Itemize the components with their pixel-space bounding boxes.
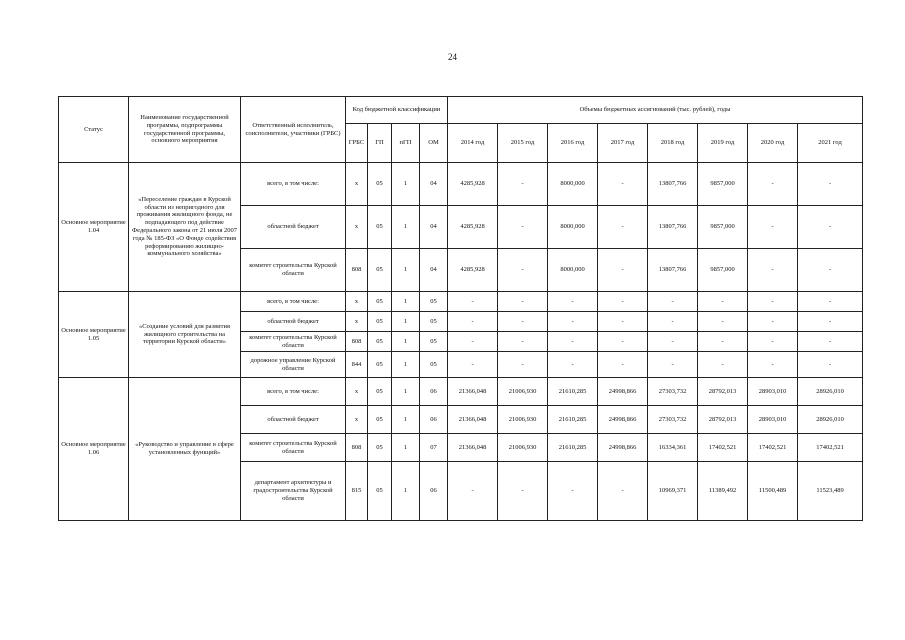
om-cell: 07 — [420, 434, 448, 462]
amount-cell: 27303,732 — [648, 406, 698, 434]
page-number: 24 — [448, 52, 457, 62]
amount-cell: - — [648, 292, 698, 312]
amount-cell: 28792,013 — [698, 406, 748, 434]
amount-cell: 27303,732 — [648, 378, 698, 406]
gp-cell: 05 — [368, 462, 392, 521]
executor-cell: всего, в том числе: — [241, 292, 346, 312]
grbs-cell: 808 — [346, 332, 368, 352]
amount-cell: 11500,489 — [748, 462, 798, 521]
amount-cell: - — [548, 312, 598, 332]
amount-cell: - — [798, 206, 863, 249]
amount-cell: 13807,766 — [648, 249, 698, 292]
table-row — [59, 378, 863, 406]
gp-cell: 05 — [368, 163, 392, 206]
amount-cell: 21006,930 — [498, 406, 548, 434]
amount-cell: 21006,930 — [498, 434, 548, 462]
status-cell: Основное мероприятие 1.04 — [59, 163, 129, 292]
amount-cell: - — [598, 206, 648, 249]
header-executor: Ответственный исполнитель, соисполнители, участники (ГРБС) — [241, 97, 346, 163]
amount-cell: 21610,285 — [548, 434, 598, 462]
status-cell: Основное мероприятие 1.05 — [59, 292, 129, 378]
amount-cell: - — [448, 352, 498, 378]
grbs-cell: 808 — [346, 249, 368, 292]
amount-cell: - — [498, 163, 548, 206]
header-code: Код бюджетной классификации — [346, 97, 448, 124]
amount-cell: 8000,000 — [548, 206, 598, 249]
amount-cell: - — [648, 352, 698, 378]
grbs-cell: х — [346, 206, 368, 249]
amount-cell: - — [798, 352, 863, 378]
amount-cell: - — [598, 312, 648, 332]
amount-cell: 17402,521 — [748, 434, 798, 462]
header-year: 2017 год — [598, 124, 648, 163]
pgp-cell: 1 — [392, 332, 420, 352]
grbs-cell: 815 — [346, 462, 368, 521]
amount-cell: - — [448, 292, 498, 312]
om-cell: 06 — [420, 406, 448, 434]
executor-cell: областной бюджет — [241, 406, 346, 434]
measure-name-cell: «Руководство и управление в сфере установленных функций» — [129, 378, 241, 521]
pgp-cell: 1 — [392, 462, 420, 521]
budget-table — [58, 96, 863, 521]
executor-cell: комитет строительства Курской области — [241, 249, 346, 292]
gp-cell: 05 — [368, 249, 392, 292]
amount-cell: - — [798, 163, 863, 206]
amount-cell: - — [798, 332, 863, 352]
gp-cell: 05 — [368, 312, 392, 332]
executor-cell: областной бюджет — [241, 206, 346, 249]
pgp-cell: 1 — [392, 378, 420, 406]
om-cell: 05 — [420, 352, 448, 378]
amount-cell: 28903,010 — [748, 406, 798, 434]
header-year: 2018 год — [648, 124, 698, 163]
amount-cell: - — [498, 462, 548, 521]
grbs-cell: 808 — [346, 434, 368, 462]
amount-cell: - — [598, 352, 648, 378]
executor-cell: дорожное управление Курской области — [241, 352, 346, 378]
table-row — [59, 292, 863, 312]
amount-cell: 9857,000 — [698, 163, 748, 206]
executor-cell: областной бюджет — [241, 312, 346, 332]
amount-cell: - — [648, 312, 698, 332]
amount-cell: - — [548, 292, 598, 312]
amount-cell: 21366,048 — [448, 434, 498, 462]
executor-cell: департамент архитектуры и градостроительства Курской области — [241, 462, 346, 521]
amount-cell: 28926,010 — [798, 378, 863, 406]
pgp-cell: 1 — [392, 163, 420, 206]
amount-cell: 21366,048 — [448, 378, 498, 406]
om-cell: 05 — [420, 292, 448, 312]
pgp-cell: 1 — [392, 312, 420, 332]
amount-cell: - — [498, 249, 548, 292]
amount-cell: - — [448, 462, 498, 521]
amount-cell: - — [748, 352, 798, 378]
gp-cell: 05 — [368, 406, 392, 434]
pgp-cell: 1 — [392, 352, 420, 378]
amount-cell: - — [548, 352, 598, 378]
header-year: 2014 год — [448, 124, 498, 163]
amount-cell: 21366,048 — [448, 406, 498, 434]
amount-cell: 9857,000 — [698, 206, 748, 249]
grbs-cell: х — [346, 163, 368, 206]
header-name: Наименование государственной программы, подпрограммы государственной программы, основного мероприятия — [129, 97, 241, 163]
amount-cell: - — [598, 462, 648, 521]
amount-cell: 8000,000 — [548, 163, 598, 206]
om-cell: 06 — [420, 462, 448, 521]
executor-cell: всего, в том числе: — [241, 163, 346, 206]
amount-cell: - — [798, 249, 863, 292]
amount-cell: - — [598, 249, 648, 292]
gp-cell: 05 — [368, 292, 392, 312]
table-body — [59, 163, 863, 521]
gp-cell: 05 — [368, 352, 392, 378]
amount-cell: - — [698, 312, 748, 332]
amount-cell: - — [498, 312, 548, 332]
amount-cell: 13807,766 — [648, 163, 698, 206]
pgp-cell: 1 — [392, 249, 420, 292]
header-year: 2016 год — [548, 124, 598, 163]
om-cell: 05 — [420, 312, 448, 332]
header-year: 2021 год — [798, 124, 863, 163]
amount-cell: - — [698, 292, 748, 312]
amount-cell: - — [598, 163, 648, 206]
header-year: 2019 год — [698, 124, 748, 163]
amount-cell: - — [498, 332, 548, 352]
amount-cell: 17402,521 — [698, 434, 748, 462]
amount-cell: 13807,766 — [648, 206, 698, 249]
om-cell: 04 — [420, 206, 448, 249]
amount-cell: 11389,492 — [698, 462, 748, 521]
header-gp: ГП — [368, 124, 392, 163]
amount-cell: 28903,010 — [748, 378, 798, 406]
amount-cell: - — [748, 163, 798, 206]
amount-cell: 24998,866 — [598, 378, 648, 406]
amount-cell: - — [548, 462, 598, 521]
amount-cell: 8000,000 — [548, 249, 598, 292]
pgp-cell: 1 — [392, 434, 420, 462]
amount-cell: - — [448, 312, 498, 332]
amount-cell: - — [598, 292, 648, 312]
amount-cell: 24998,866 — [598, 406, 648, 434]
grbs-cell: х — [346, 292, 368, 312]
header-volumes: Объемы бюджетных ассигнований (тыс. рублей), годы — [448, 97, 863, 124]
amount-cell: - — [748, 206, 798, 249]
grbs-cell: х — [346, 312, 368, 332]
gp-cell: 05 — [368, 378, 392, 406]
amount-cell: - — [748, 312, 798, 332]
amount-cell: - — [598, 332, 648, 352]
header-om: ОМ — [420, 124, 448, 163]
gp-cell: 05 — [368, 434, 392, 462]
pgp-cell: 1 — [392, 292, 420, 312]
gp-cell: 05 — [368, 332, 392, 352]
om-cell: 05 — [420, 332, 448, 352]
amount-cell: 4285,928 — [448, 206, 498, 249]
amount-cell: 21610,285 — [548, 378, 598, 406]
grbs-cell: 844 — [346, 352, 368, 378]
amount-cell: - — [698, 352, 748, 378]
executor-cell: комитет строительства Курской области — [241, 434, 346, 462]
amount-cell: - — [648, 332, 698, 352]
executor-cell: комитет строительства Курской области — [241, 332, 346, 352]
grbs-cell: х — [346, 378, 368, 406]
amount-cell: 28792,013 — [698, 378, 748, 406]
amount-cell: - — [698, 332, 748, 352]
amount-cell: 4285,928 — [448, 163, 498, 206]
amount-cell: 11523,489 — [798, 462, 863, 521]
amount-cell: - — [748, 249, 798, 292]
amount-cell: 17402,521 — [798, 434, 863, 462]
header-year: 2015 год — [498, 124, 548, 163]
amount-cell: 10969,371 — [648, 462, 698, 521]
grbs-cell: х — [346, 406, 368, 434]
om-cell: 04 — [420, 249, 448, 292]
amount-cell: 21610,285 — [548, 406, 598, 434]
amount-cell: 24998,866 — [598, 434, 648, 462]
header-status: Статус — [59, 97, 129, 163]
executor-cell: всего, в том числе: — [241, 378, 346, 406]
amount-cell: 16334,361 — [648, 434, 698, 462]
amount-cell: - — [548, 332, 598, 352]
amount-cell: - — [448, 332, 498, 352]
amount-cell: - — [498, 352, 548, 378]
gp-cell: 05 — [368, 206, 392, 249]
om-cell: 04 — [420, 163, 448, 206]
measure-name-cell: «Создание условий для развития жилищного строительства на территории Курской области» — [129, 292, 241, 378]
pgp-cell: 1 — [392, 406, 420, 434]
amount-cell: - — [498, 292, 548, 312]
amount-cell: - — [798, 312, 863, 332]
amount-cell: - — [748, 292, 798, 312]
header-pgp: пГП — [392, 124, 420, 163]
status-cell: Основное мероприятие 1.06 — [59, 378, 129, 521]
amount-cell: 21006,930 — [498, 378, 548, 406]
amount-cell: 28926,010 — [798, 406, 863, 434]
amount-cell: - — [748, 332, 798, 352]
table-row — [59, 163, 863, 206]
amount-cell: - — [498, 206, 548, 249]
header-year: 2020 год — [748, 124, 798, 163]
amount-cell: 9857,000 — [698, 249, 748, 292]
header-grbs: ГРБС — [346, 124, 368, 163]
amount-cell: - — [798, 292, 863, 312]
measure-name-cell: «Переселение граждан в Курской области из непригодного для проживания жилищного фонда, не подпадающего под действие Федерального закона от 21 июля 2007 года № 185-ФЗ «О Фонде содействия реформированию жилищно-коммунального хозяйства» — [129, 163, 241, 292]
pgp-cell: 1 — [392, 206, 420, 249]
om-cell: 06 — [420, 378, 448, 406]
amount-cell: 4285,928 — [448, 249, 498, 292]
